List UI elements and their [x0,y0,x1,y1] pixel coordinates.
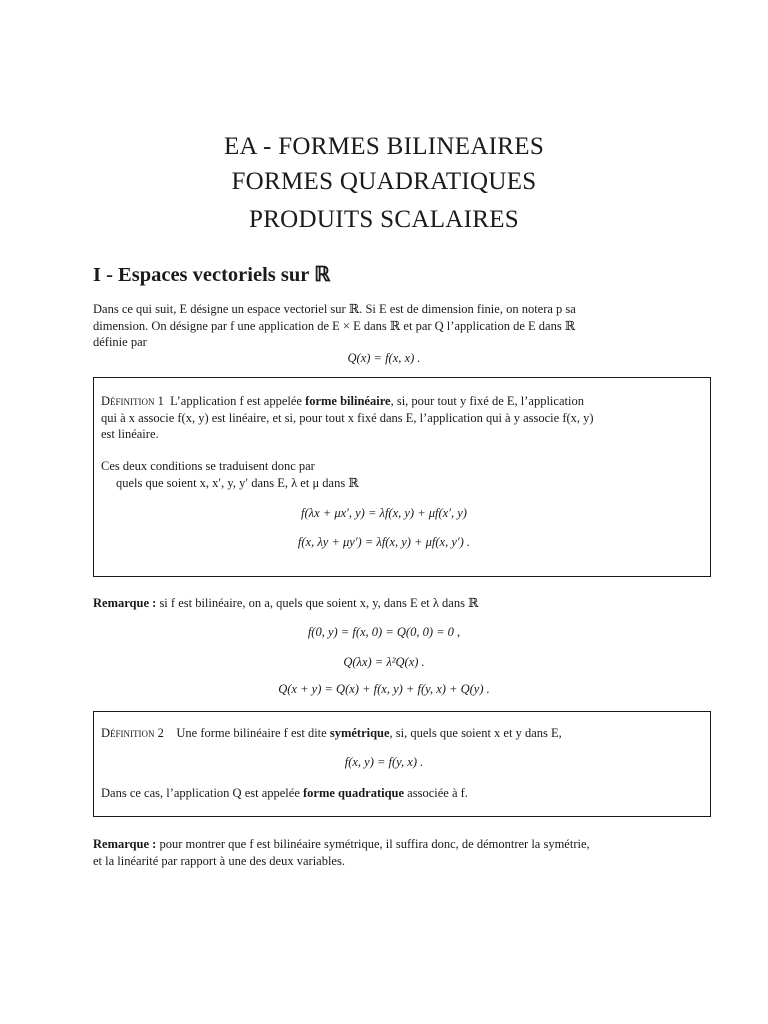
definition-1-line-2: qui à x associe f(x, y) est linéaire, et si, pour tout x fixé dans E, l’application qui à y associe f(x, y) [101,410,594,425]
definition-1-text [101,393,704,443]
remark-1 [93,595,715,612]
remark-1-text: si f est bilinéaire, on a, quels que soient x, y, dans E et λ dans ℝ [156,596,479,610]
definition-2-conclusion: Dans ce cas, l’application Q est appelée forme quadratique associée à f. [101,786,468,800]
title-line-2: FORMES QUADRATIQUES [231,168,537,195]
term-forme-quadratique: forme quadratique [303,786,405,800]
term-symetrique: symétrique [329,726,390,740]
equation-q-definition: Q(x) = f(x, x) . [347,351,421,365]
remark-2-label: Remarque : [93,837,157,851]
equation-symmetry: f(x, y) = f(y, x) . [344,755,424,769]
term-forme-bilineaire: forme bilinéaire [305,394,391,408]
remark-1-label: Remarque : [93,596,157,610]
intro-line-3: définie par [93,335,147,349]
equation-remark-1: f(0, y) = f(x, 0) = Q(0, 0) = 0 , [307,625,461,639]
definition-1-line-4: Ces deux conditions se traduisent donc par [101,459,315,473]
definition-1-conditions [101,458,704,491]
remark-2 [93,836,715,869]
intro-paragraph [93,301,715,351]
section-heading: I - Espaces vectoriels sur ℝ [93,264,331,286]
equation-remark-3: Q(x + y) = Q(x) + f(x, y) + f(y, x) + Q(y) . [278,682,490,696]
title-line-3: PRODUITS SCALAIRES [248,206,520,233]
remark-2-line-1: pour montrer que f est bilinéaire symétrique, il suffira donc, de démontrer la symétrie, [156,837,590,851]
definition-1-line-5: quels que soient x, x′, y, y′ dans E, λ et μ dans ℝ [116,475,359,490]
definition-1-label: Définition 1 [101,394,164,408]
equation-remark-2: Q(λx) = λ²Q(x) . [343,655,425,669]
definition-1-line-3: est linéaire. [101,427,159,441]
definition-2-text [101,725,704,742]
equation-linearity-left: f(λx + μx′, y) = λf(x, y) + μf(x′, y) [301,506,467,520]
title-line-1: EA - FORMES BILINEAIRES [223,133,545,160]
definition-2-label: Définition 2 [101,726,164,740]
definition-2-line-1: Définition 2 Une forme bilinéaire f est dite symétrique, si, quels que soient x et y dans E, [101,726,562,740]
equation-linearity-right: f(x, λy + μy′) = λf(x, y) + μf(x, y′) . [297,535,471,549]
intro-line-1: Dans ce qui suit, E désigne un espace vectoriel sur ℝ. Si E est de dimension finie, on notera p sa [93,302,576,316]
intro-line-2: dimension. On désigne par f une application de E × E dans ℝ et par Q l’application de E dans ℝ [93,318,576,333]
definition-1-line-1: Définition 1 L’application f est appelée forme bilinéaire, si, pour tout y fixé de E, l’application [101,394,584,408]
remark-2-line-2: et la linéarité par rapport à une des deux variables. [93,853,345,868]
